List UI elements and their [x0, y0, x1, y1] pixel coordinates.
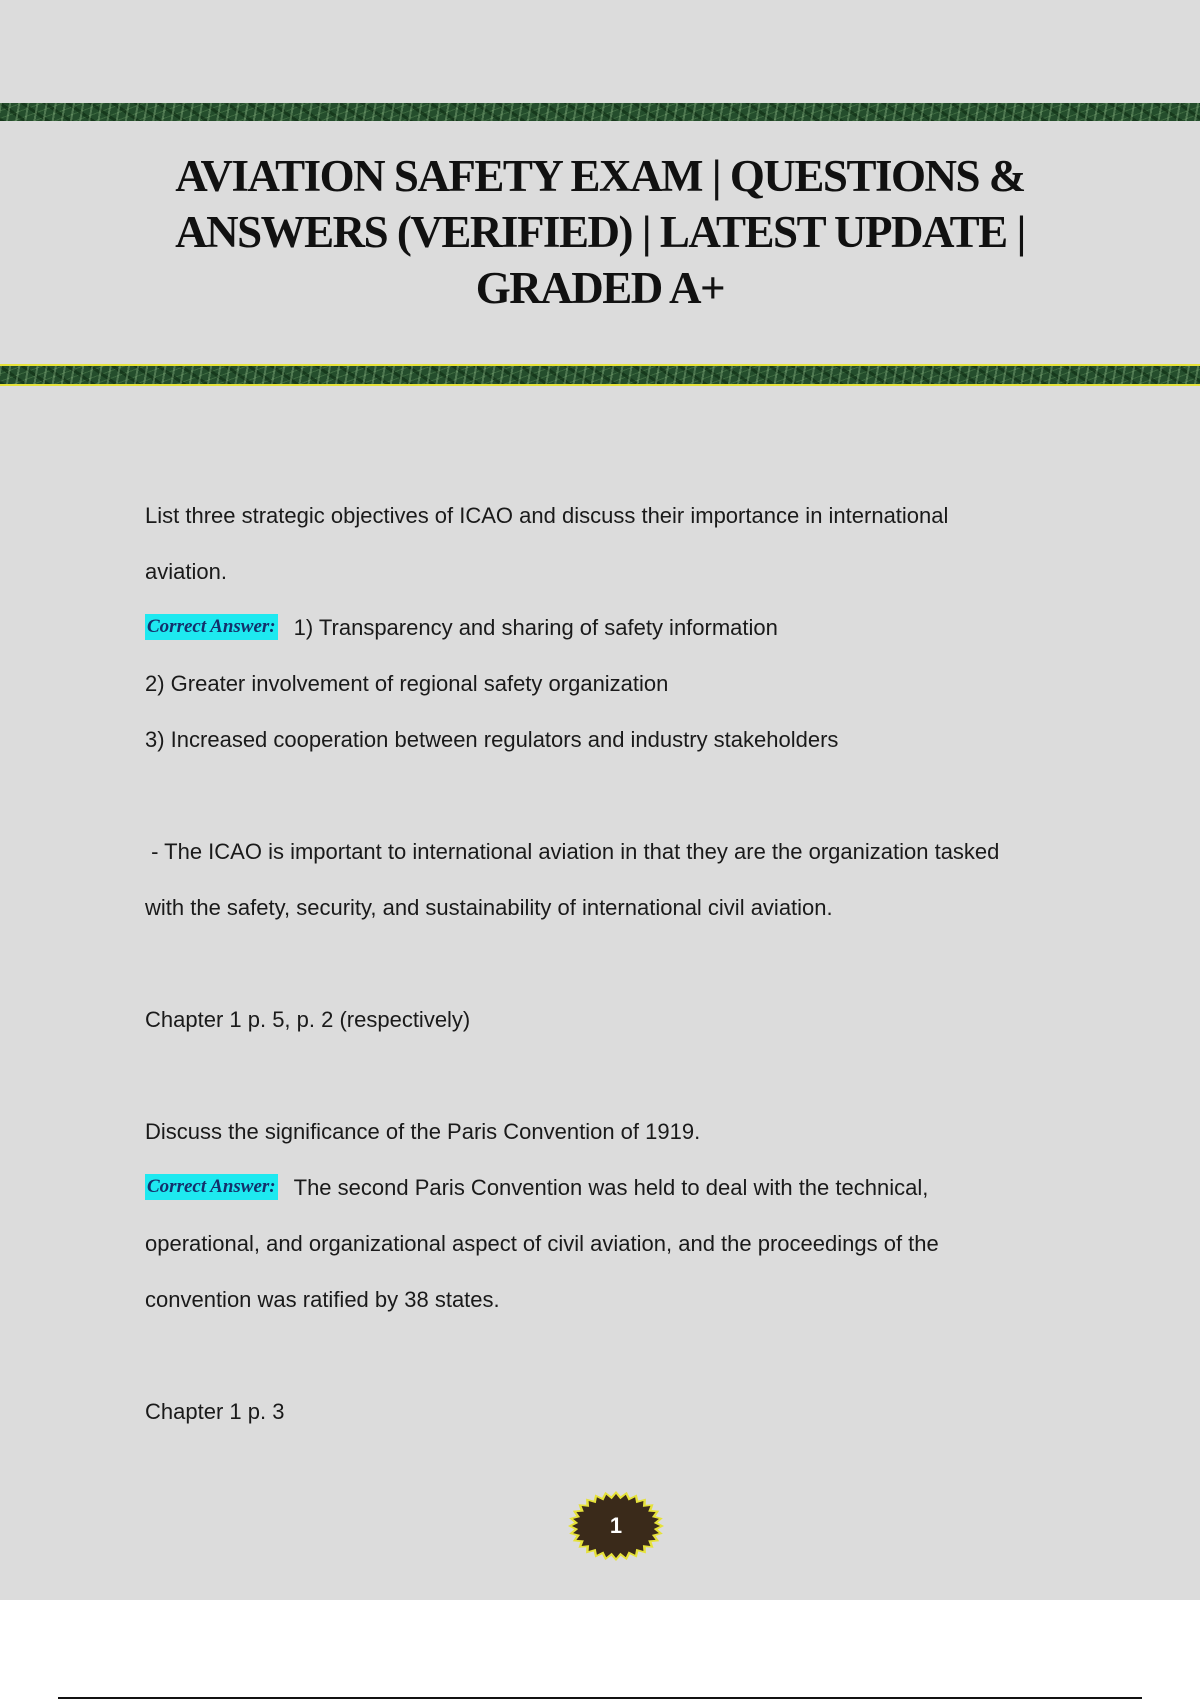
answer-text: 2) Greater involvement of regional safety organization: [145, 671, 669, 696]
question-text: aviation.: [145, 559, 227, 584]
answer-text: 3) Increased cooperation between regulators and industry stakeholders: [145, 727, 839, 752]
answer-text: convention was ratified by 38 states.: [145, 1287, 500, 1312]
question-block-2: [145, 1104, 1105, 1440]
answer-text: operational, and organizational aspect of civil aviation, and the proceedings of the: [145, 1231, 939, 1256]
question-text: List three strategic objectives of ICAO and discuss their importance in international: [145, 503, 949, 528]
answer-text: The second Paris Convention was held to deal with the technical,: [293, 1175, 929, 1200]
question-block-1: [145, 488, 1105, 1048]
answer-line: [145, 600, 1105, 656]
answer-line: [145, 1160, 1105, 1216]
chapter-reference: Chapter 1 p. 5, p. 2 (respectively): [145, 1007, 471, 1032]
page-number-badge: [567, 1490, 665, 1562]
answer-text: with the safety, security, and sustainability of international civil aviation.: [145, 895, 833, 920]
page-number: 1: [609, 1513, 623, 1538]
document-title: AVIATION SAFETY EXAM | QUESTIONS & ANSWERS (VERIFIED) | LATEST UPDATE | GRADED A+: [175, 151, 1025, 313]
header-bottom-decorative-band: [0, 364, 1200, 386]
question-text: Discuss the significance of the Paris Convention of 1919.: [145, 1119, 701, 1144]
correct-answer-label: Correct Answer:: [145, 1174, 278, 1200]
chapter-reference: Chapter 1 p. 3: [145, 1399, 285, 1424]
header-top-decorative-band: [0, 103, 1200, 121]
answer-text: - The ICAO is important to international aviation in that they are the organization tasked: [145, 839, 1000, 864]
document-body: [145, 488, 1105, 1440]
answer-text: 1) Transparency and sharing of safety information: [293, 615, 778, 640]
correct-answer-label: Correct Answer:: [145, 614, 278, 640]
footer-divider: [58, 1697, 1142, 1699]
